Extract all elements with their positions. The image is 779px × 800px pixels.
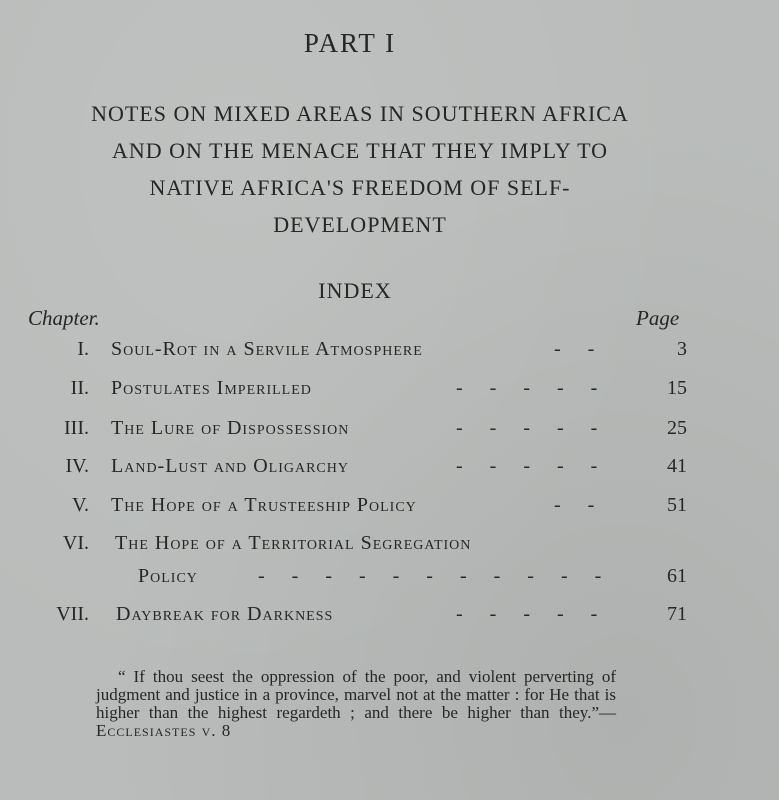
subtitle-line: NATIVE AFRICA'S FREEDOM OF SELF- bbox=[149, 175, 571, 200]
chapter-numeral: V. bbox=[72, 494, 89, 516]
chapter-title: The Hope of a Territorial Segregation bbox=[115, 532, 472, 554]
chapter-title: Policy bbox=[138, 565, 198, 587]
chapter-title: The Hope of a Trusteeship Policy bbox=[111, 494, 417, 516]
chapter-numeral: II. bbox=[70, 377, 89, 399]
index-heading: INDEX bbox=[318, 278, 392, 303]
dot-leader: - - - - - - - - - - - bbox=[258, 565, 602, 587]
dot-leader: - - - - - bbox=[456, 603, 598, 625]
toc-row-6-continued bbox=[0, 565, 779, 599]
chapter-numeral: VII. bbox=[56, 603, 89, 625]
dot-leader: - - bbox=[554, 338, 595, 360]
dot-leader: - - - - - bbox=[456, 417, 598, 439]
chapter-numeral: III. bbox=[64, 417, 89, 439]
part-title: PART I bbox=[303, 28, 397, 58]
chapter-title: Soul-Rot in a Servile Atmosphere bbox=[111, 338, 423, 360]
chapter-page: 71 bbox=[667, 603, 687, 625]
toc-row-2 bbox=[0, 377, 779, 411]
chapter-page: 51 bbox=[667, 494, 687, 516]
toc-row-3 bbox=[0, 417, 779, 451]
chapter-page: 3 bbox=[677, 338, 687, 360]
chapter-column-header: Chapter. bbox=[28, 306, 100, 330]
subtitle-line: DEVELOPMENT bbox=[273, 212, 447, 237]
subtitle-line: AND ON THE MENACE THAT THEY IMPLY TO bbox=[111, 138, 608, 163]
chapter-page: 41 bbox=[667, 455, 687, 477]
chapter-title: The Lure of Dispossession bbox=[111, 417, 350, 439]
quote-attribution: Ecclesiastes v. 8 bbox=[96, 721, 232, 740]
chapter-numeral: I. bbox=[77, 338, 89, 360]
page-column-header: Page bbox=[636, 306, 680, 330]
chapter-title: Land-Lust and Oligarchy bbox=[111, 455, 349, 477]
dot-leader: - - - - - bbox=[456, 377, 598, 399]
toc-row-1 bbox=[0, 338, 779, 372]
toc-row-5 bbox=[0, 494, 779, 528]
chapter-page: 15 bbox=[667, 377, 687, 399]
subtitle-line: NOTES ON MIXED AREAS IN SOUTHERN AFRICA bbox=[91, 101, 629, 126]
toc-row-4 bbox=[0, 455, 779, 489]
dot-leader: - - - - - bbox=[456, 455, 598, 477]
quote-text: “ If thou seest the oppression of the poor, and violent perverting of judgment and justice in a province, marvel not at the matter : for He that is higher than the highest regardeth ; and there be higher than they.”— bbox=[96, 667, 616, 722]
toc-row-7 bbox=[0, 603, 779, 637]
epigraph-quote bbox=[96, 668, 616, 740]
chapter-title: Postulates Imperilled bbox=[111, 377, 312, 399]
chapter-title: Daybreak for Darkness bbox=[116, 603, 334, 625]
chapter-page: 61 bbox=[667, 565, 687, 587]
toc-row-6 bbox=[0, 532, 779, 566]
chapter-page: 25 bbox=[667, 417, 687, 439]
dot-leader: - - bbox=[554, 494, 595, 516]
chapter-numeral: IV. bbox=[65, 455, 89, 477]
chapter-numeral: VI. bbox=[62, 532, 89, 554]
